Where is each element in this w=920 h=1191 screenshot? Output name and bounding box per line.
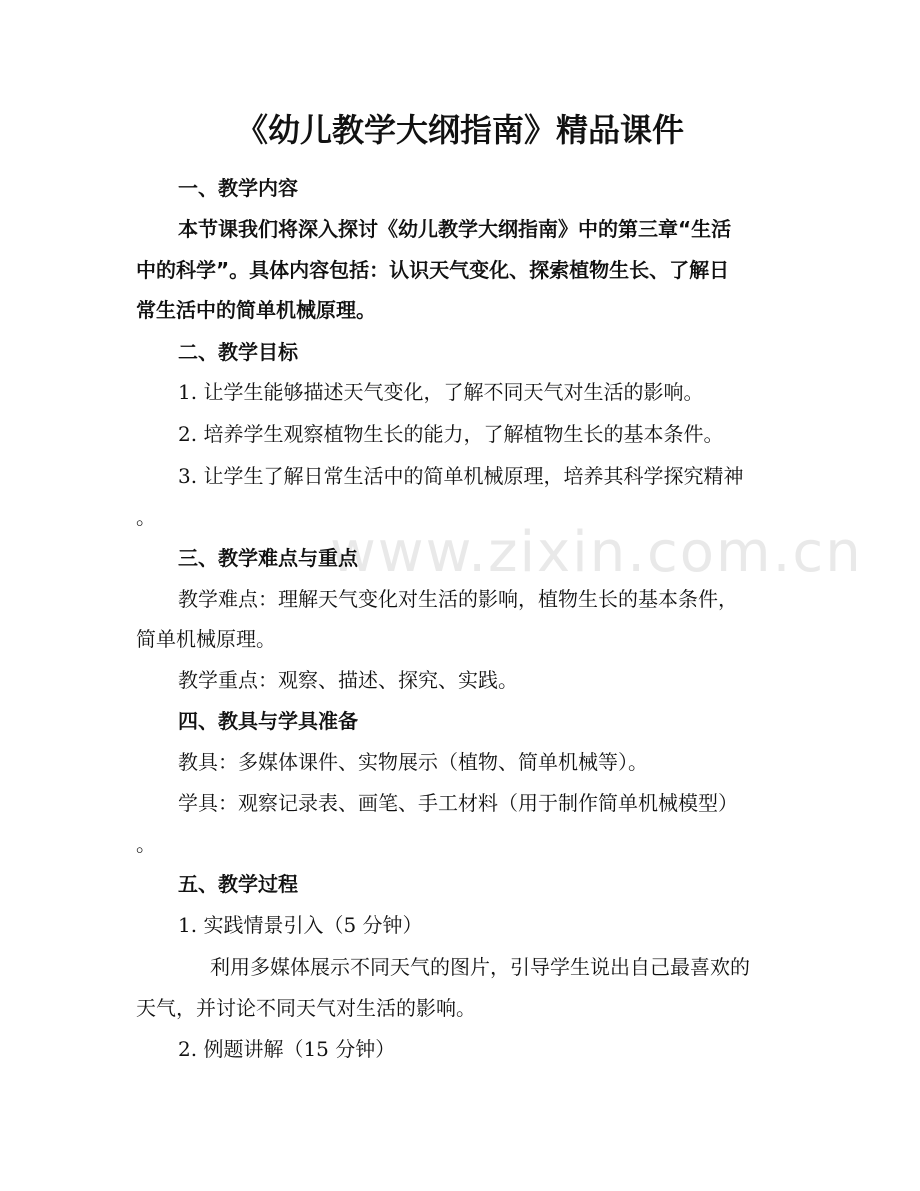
- objective-item: 3. 让学生了解日常生活中的简单机械原理，培养其科学探究精神: [178, 464, 744, 488]
- difficulty-text-continuation: 简单机械原理。: [136, 627, 276, 651]
- key-points-text: 教学重点：观察、描述、探究、实践。: [178, 668, 518, 692]
- process-step: 2. 例题讲解（15 分钟）: [178, 1037, 396, 1061]
- section-heading-objectives: 二、教学目标: [178, 340, 298, 364]
- page-title: 《幼儿教学大纲指南》精品课件: [235, 111, 684, 149]
- section-heading-materials: 四、教具与学具准备: [178, 709, 358, 733]
- paragraph-line: 本节课我们将深入探讨《幼儿教学大纲指南》中的第三章“生活: [178, 217, 732, 241]
- paragraph-line: 常生活中的简单机械原理。: [136, 298, 376, 322]
- objective-item: 2. 培养学生观察植物生长的能力，了解植物生长的基本条件。: [178, 422, 724, 446]
- difficulty-text: 教学难点：理解天气变化对生活的影响，植物生长的基本条件，: [178, 587, 738, 611]
- student-tools-text: 学具：观察记录表、画笔、手工材料（用于制作简单机械模型）: [178, 791, 738, 815]
- paragraph-line: 中的科学”。具体内容包括：认识天气变化、探索植物生长、了解日: [136, 258, 730, 282]
- objective-item-continuation: 。: [136, 505, 156, 529]
- watermark: www.zixin.com.cn: [330, 520, 863, 585]
- process-step-description: 利用多媒体展示不同天气的图片，引导学生说出自己最喜欢的: [210, 955, 750, 979]
- section-heading-difficulties: 三、教学难点与重点: [178, 546, 358, 570]
- section-heading-content: 一、教学内容: [178, 176, 298, 200]
- section-heading-process: 五、教学过程: [178, 872, 298, 896]
- teacher-tools-text: 教具：多媒体课件、实物展示（植物、简单机械等）。: [178, 750, 648, 774]
- process-step-description-continuation: 天气，并讨论不同天气对生活的影响。: [136, 996, 476, 1020]
- student-tools-continuation: 。: [136, 832, 156, 856]
- objective-item: 1. 让学生能够描述天气变化，了解不同天气对生活的影响。: [178, 380, 704, 404]
- process-step: 1. 实践情景引入（5 分钟）: [178, 913, 423, 937]
